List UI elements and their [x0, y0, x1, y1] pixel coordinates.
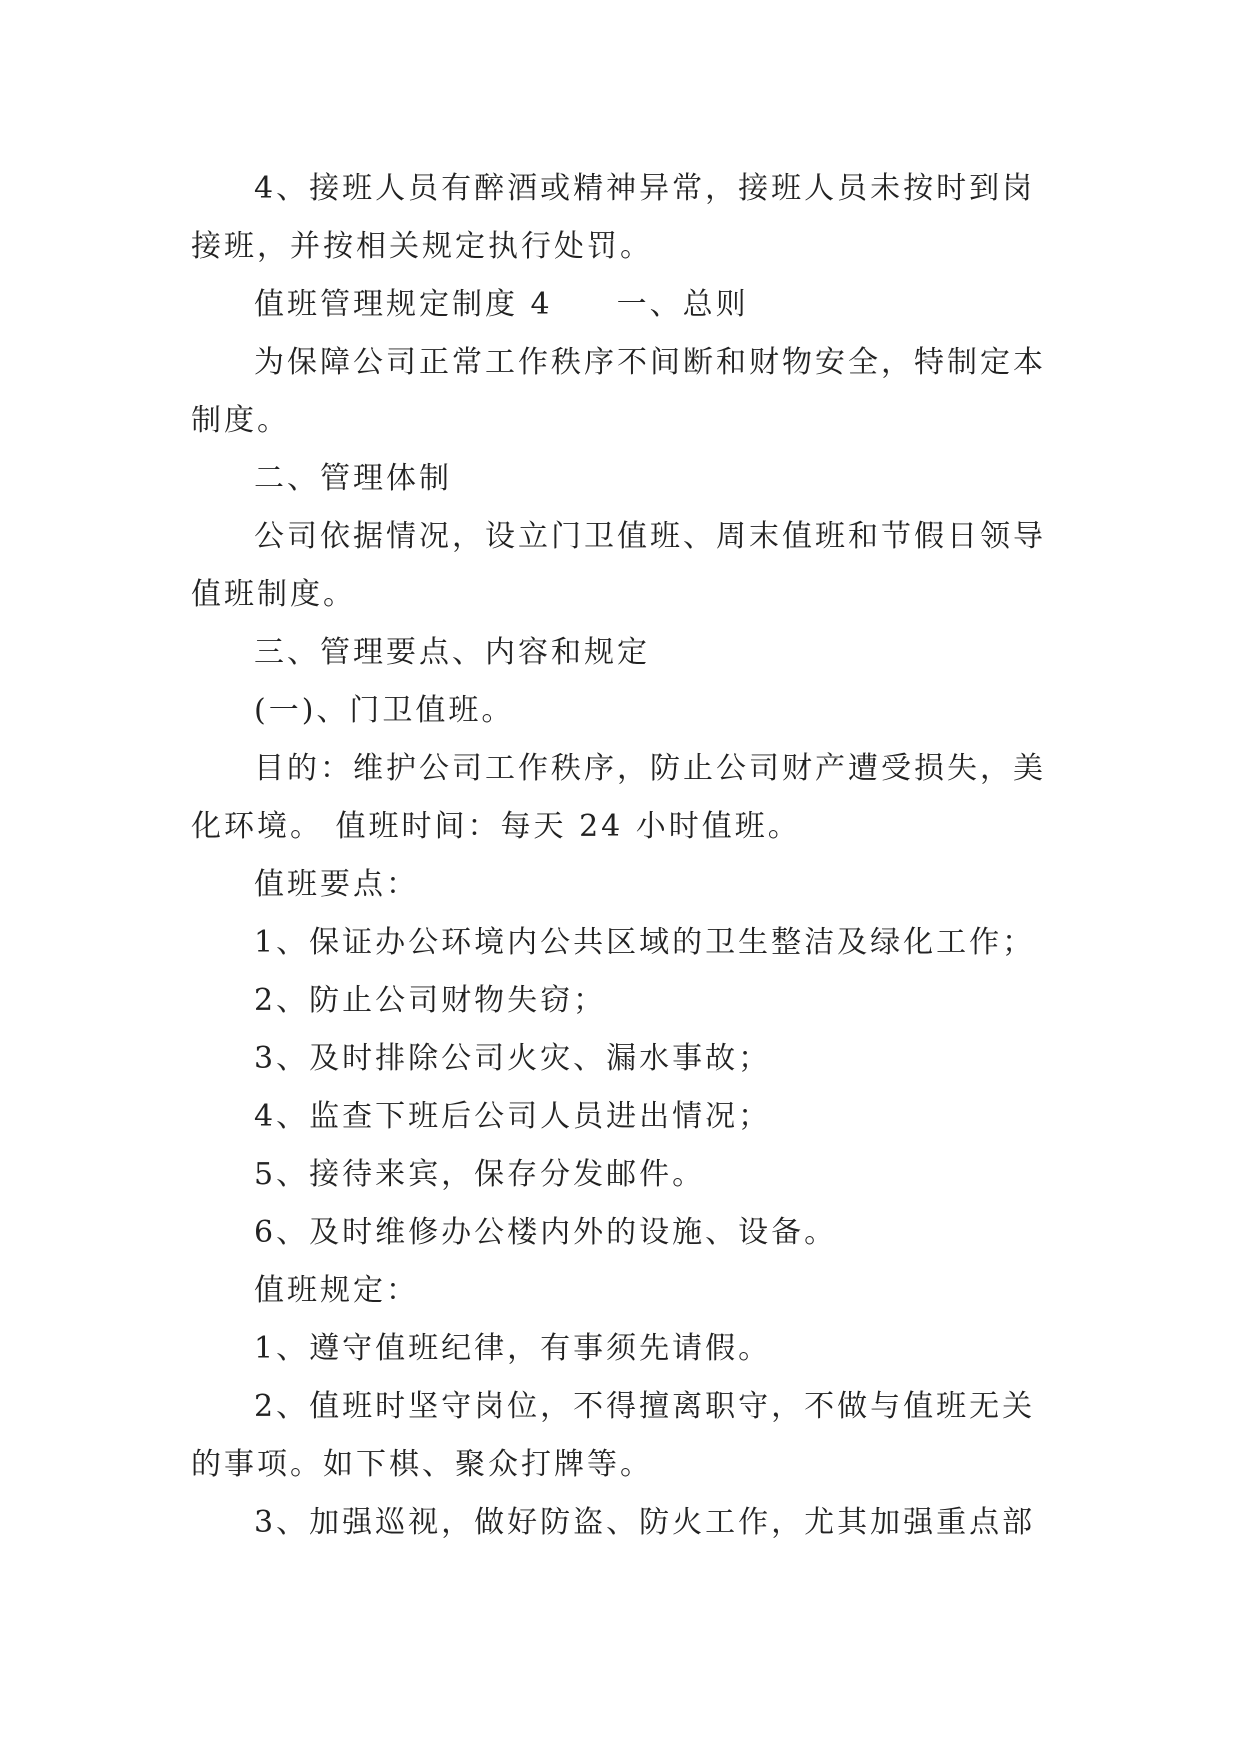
paragraph-line: 公司依据情况，设立门卫值班、周末值班和节假日领导 [254, 519, 1046, 554]
list-item: 4、监查下班后公司人员进出情况； [254, 1099, 772, 1134]
list-item: 5、接待来宾，保存分发邮件。 [254, 1157, 706, 1192]
section-heading: 二、管理体制 [254, 461, 452, 496]
section-heading: 一、总则 [616, 287, 749, 322]
document-title: 值班管理规定制度 4 [254, 287, 553, 322]
paragraph-line: 接班，并按相关规定执行处罚。 [191, 229, 653, 264]
paragraph-line: 化环境。 值班时间：每天 24 小时值班。 [191, 809, 801, 844]
list-item: 1、遵守值班纪律，有事须先请假。 [254, 1331, 772, 1366]
paragraph-line: 4、接班人员有醉酒或精神异常，接班人员未按时到岗 [254, 171, 1036, 206]
paragraph-line: 制度。 [191, 403, 290, 438]
list-item: 2、值班时坚守岗位，不得擅离职守，不做与值班无关 [254, 1389, 1036, 1424]
section-heading: 三、管理要点、内容和规定 [254, 635, 650, 670]
list-heading: 值班要点： [254, 867, 419, 902]
list-item: 3、加强巡视，做好防盗、防火工作，尤其加强重点部 [254, 1505, 1036, 1540]
list-item: 6、及时维修办公楼内外的设施、设备。 [254, 1215, 838, 1250]
subsection-heading: (一)、门卫值班。 [254, 693, 515, 728]
list-item: 3、及时排除公司火灾、漏水事故； [254, 1041, 772, 1076]
list-item: 2、防止公司财物失窃； [254, 983, 607, 1018]
paragraph-line: 的事项。如下棋、聚众打牌等。 [191, 1447, 653, 1482]
paragraph-line: 为保障公司正常工作秩序不间断和财物安全，特制定本 [254, 345, 1046, 380]
paragraph-line: 值班制度。 [191, 577, 356, 612]
paragraph-line: 目的：维护公司工作秩序，防止公司财产遭受损失，美 [254, 751, 1046, 786]
heading-line [191, 276, 1051, 334]
list-item: 1、保证办公环境内公共区域的卫生整洁及绿化工作； [254, 925, 1036, 960]
list-heading: 值班规定： [254, 1273, 419, 1308]
document-body [191, 160, 1051, 1552]
